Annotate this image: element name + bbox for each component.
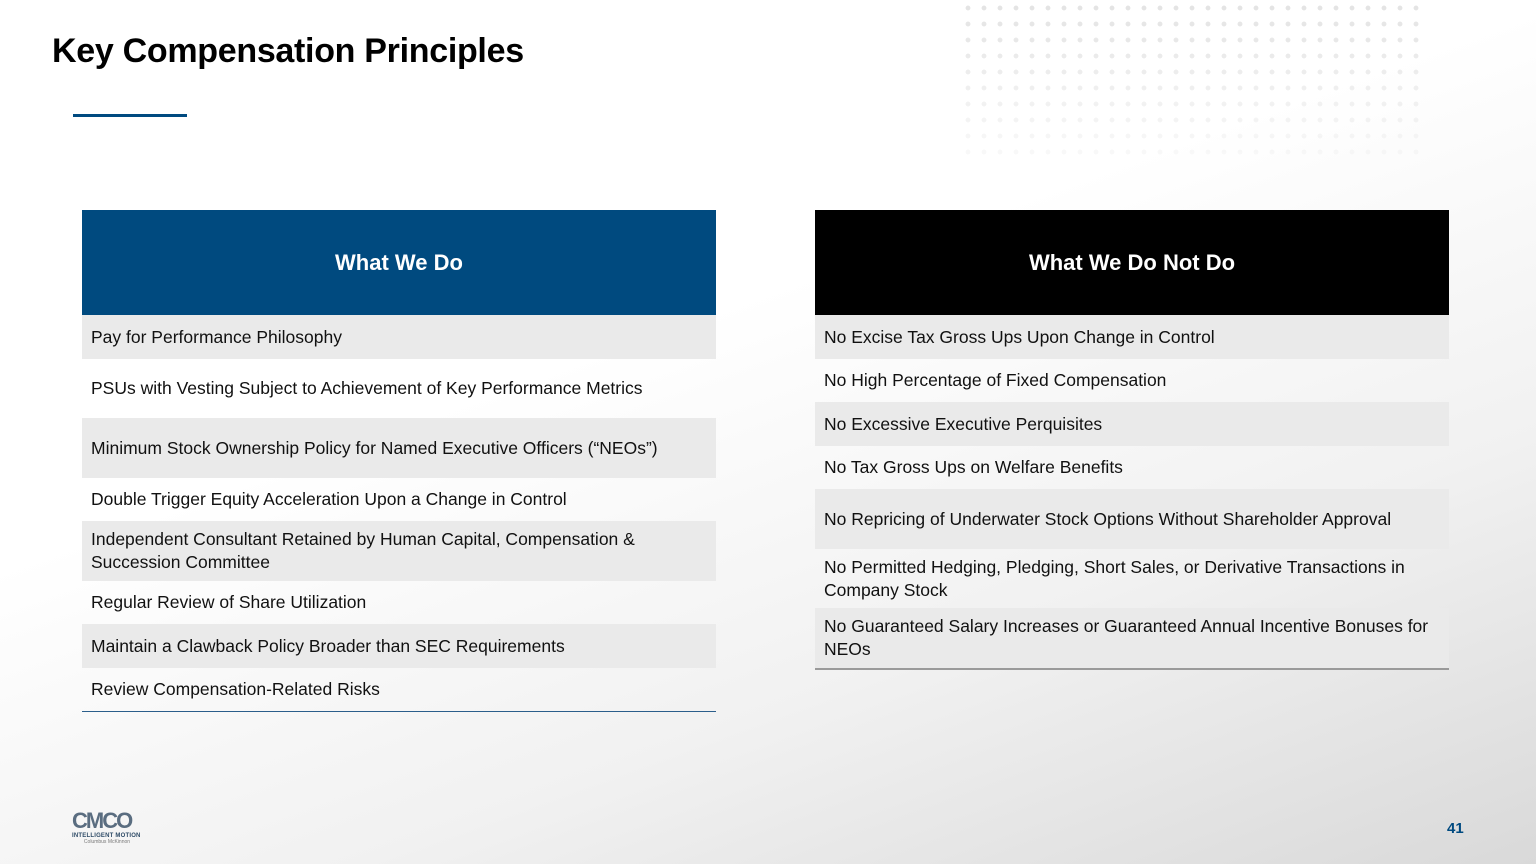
what-we-do-row: Regular Review of Share Utilization bbox=[91, 592, 367, 612]
what-we-do-row: Pay for Performance Philosophy bbox=[82, 315, 716, 359]
what-we-do-header: What We Do bbox=[82, 210, 716, 315]
what-we-do-table bbox=[82, 210, 716, 712]
page-title: Key Compensation Principles bbox=[52, 32, 524, 70]
what-we-do-not-do-row: No Guaranteed Salary Increases or Guaranteed Annual Incentive Bonuses for NEOs bbox=[815, 608, 1449, 668]
what-we-do-row: Maintain a Clawback Policy Broader than SEC Requirements bbox=[82, 624, 716, 668]
page-number: 41 bbox=[1447, 820, 1464, 837]
logo-wordmark: CMCO bbox=[72, 808, 132, 833]
what-we-do-not-do-row: No High Percentage of Fixed Compensation bbox=[824, 370, 1167, 390]
company-logo bbox=[72, 810, 142, 850]
what-we-do-not-do-row: No Permitted Hedging, Pledging, Short Sales, or Derivative Transactions in Company Stock bbox=[824, 556, 1405, 600]
logo-tagline: INTELLIGENT MOTION bbox=[72, 833, 141, 839]
what-we-do-row: Review Compensation-Related Risks bbox=[91, 679, 380, 699]
what-we-do-not-do-row: No Excessive Executive Perquisites bbox=[815, 402, 1449, 446]
dot-pattern-decoration bbox=[960, 0, 1420, 160]
what-we-do-not-do-row: No Repricing of Underwater Stock Options Without Shareholder Approval bbox=[815, 489, 1449, 549]
what-we-do-row: Double Trigger Equity Acceleration Upon a Change in Control bbox=[91, 489, 567, 509]
what-we-do-row: Minimum Stock Ownership Policy for Named Executive Officers (“NEOs”) bbox=[82, 418, 716, 478]
what-we-do-not-do-table bbox=[815, 210, 1449, 670]
what-we-do-not-do-row: No Tax Gross Ups on Welfare Benefits bbox=[824, 457, 1123, 477]
title-underline bbox=[73, 114, 187, 117]
what-we-do-row: PSUs with Vesting Subject to Achievement of Key Performance Metrics bbox=[91, 378, 643, 398]
logo-mark bbox=[72, 810, 142, 832]
logo-company-name: Columbus McKinnon bbox=[83, 839, 131, 845]
what-we-do-not-do-header: What We Do Not Do bbox=[815, 210, 1449, 315]
what-we-do-row: Independent Consultant Retained by Human Capital, Compensation & Succession Committee bbox=[82, 521, 716, 581]
what-we-do-not-do-row: No Excise Tax Gross Ups Upon Change in Control bbox=[815, 315, 1449, 359]
